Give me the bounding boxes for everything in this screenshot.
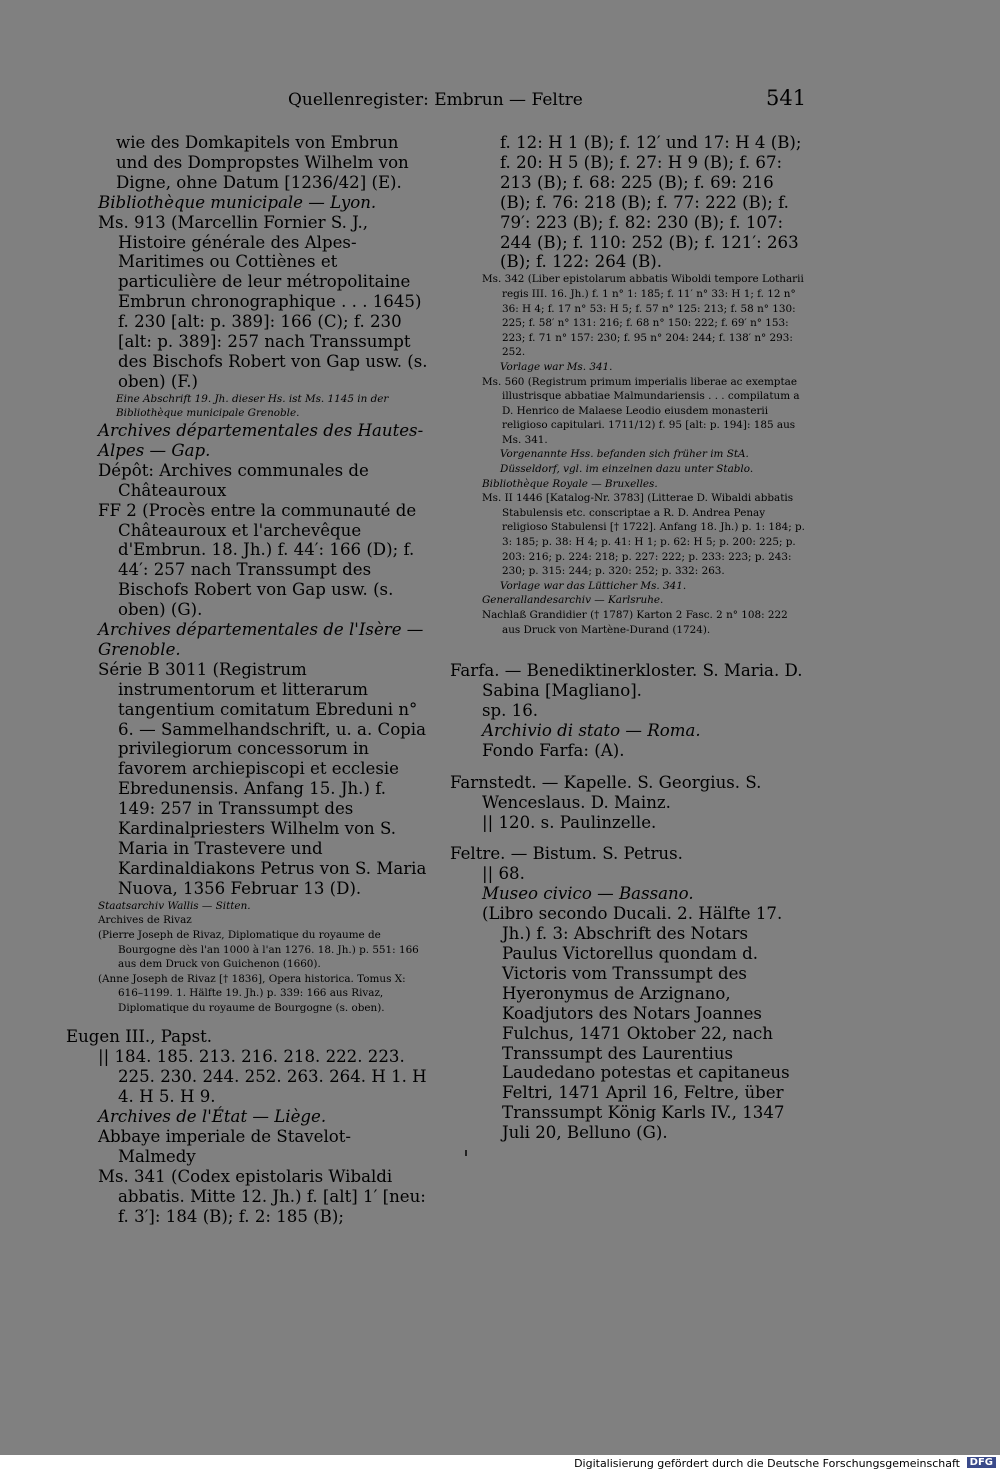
left-paragraph: Archives départementales des Hautes-Alpes — Gap. xyxy=(98,420,424,460)
right-paragraph: || 120. s. Paulinzelle. xyxy=(482,812,657,832)
right-paragraph: Generallandesarchiv — Karlsruhe. xyxy=(482,594,664,607)
right-paragraph xyxy=(450,637,808,649)
right-paragraph: sp. 16. xyxy=(482,701,539,720)
scan-speck xyxy=(465,1150,467,1156)
right-paragraph: Vorlage war Ms. 341. xyxy=(500,360,613,373)
left-paragraph: Ms. 341 (Codex epistolaris Wibaldi abbatis. Mitte 12. Jh.) f. [alt] 1′ [neu: f. 3′]: 184 (B); f. 2: 185 (B); xyxy=(98,1166,426,1226)
right-paragraph: Fondo Farfa: (A). xyxy=(482,740,625,760)
footer-bar xyxy=(0,1455,1000,1475)
running-title: Quellenregister: Embrun — Feltre xyxy=(288,90,583,110)
left-paragraph: Archives de l'État — Liège. xyxy=(98,1107,327,1127)
left-paragraph: wie des Domkapitels von Embrun und des Dompropstes Wilhelm von Digne, ohne Datum [1236/42] (E). xyxy=(116,133,409,192)
left-paragraph: FF 2 (Procès entre la communauté de Châteauroux et l'archevêque d'Embrun. 18. Jh.) f. 44′: 166 (D); f. 44′: 257 nach Transsumpt des Bischofs Robert von Gap usw. (s. oben) (G). xyxy=(98,500,417,620)
right-paragraph xyxy=(450,761,808,773)
left-paragraph: (Anne Joseph de Rivaz [† 1836], Opera historica. Tomus X: 616–1199. 1. Hälfte 19. Jh.) p. 339: 166 aus Rivaz, Diplomatique du royaume de Bourgogne (s. oben). xyxy=(98,972,406,1014)
page-header xyxy=(0,86,1000,116)
page-number: 541 xyxy=(766,86,807,110)
right-column xyxy=(450,133,808,1143)
left-paragraph xyxy=(66,1015,428,1027)
left-paragraph: (Pierre Joseph de Rivaz, Diplomatique du royaume de Bourgogne dès l'an 1000 à l'an 1276. 18. Jh.) p. 551: 166 aus dem Druck von Guichenon (1660). xyxy=(98,928,419,971)
right-paragraph: || 68. xyxy=(482,864,525,884)
left-paragraph: Bibliothèque municipale — Lyon. xyxy=(98,192,377,212)
right-paragraph: Ms. 560 (Registrum primum imperialis liberae ac exemptae illustrisque abbatiae Malmundariensis . . . compilatum a D. Henrico de Malaese Leodio eiusdem monasterii religioso capitulari. 1711/12) f. 95 [alt: p. 194]: 185 aus Ms. 341. xyxy=(482,375,800,446)
right-paragraph: Feltre. — Bistum. S. Petrus. xyxy=(450,844,683,864)
right-paragraph: Nachlaß Grandidier († 1787) Karton 2 Fasc. 2 n° 108: 222 aus Druck von Martène-Durand (1724). xyxy=(482,609,788,636)
left-paragraph: Staatsarchiv Wallis — Sitten. xyxy=(98,899,251,912)
left-paragraph: Dépôt: Archives communales de Châteauroux xyxy=(98,460,369,500)
right-paragraph: Archivio di stato — Roma. xyxy=(482,720,701,740)
right-paragraph: Farfa. — Benediktinerkloster. S. Maria. D. Sabina [Magliano]. xyxy=(450,661,803,701)
left-paragraph: Ms. 913 (Marcellin Fornier S. J., Histoire générale des Alpes-Maritimes ou Cottiènes et particulière de leur métropolitaine Embrun chronographique . . . 1645) f. 230 [alt: p. 389]: 166 (C); f. 230 [alt: p. 389]: 257 nach Transsumpt des Bischofs Robert von Gap usw. (s. oben) (F.) xyxy=(98,212,428,391)
right-paragraph xyxy=(450,649,808,661)
right-paragraph: Ms. 342 (Liber epistolarum abbatis Wiboldi tempore Lotharii regis III. 16. Jh.) f. 1 n° 1: 185; f. 11′ n° 33: H 1; f. 12 n° 36: H 4; f. 17 n° 53: H 5; f. 57 n° 125: 213; f. 58 n° 130: 225; f. 58′ n° 131: 216; f. 68 n° 150: 222; f. 69′ n° 153: 223; f. 71 n° 157: 230; f. 95 n° 204: 244; f. 138′ n° 293: 252. xyxy=(482,273,804,359)
right-paragraph: Vorlage war das Lütticher Ms. 341. xyxy=(500,579,687,592)
left-paragraph: Eugen III., Papst. xyxy=(66,1027,213,1047)
left-paragraph: Archives départementales de l'Isère — Grenoble. xyxy=(98,620,424,659)
right-paragraph xyxy=(450,832,808,844)
right-paragraph: Bibliothèque Royale — Bruxelles. xyxy=(482,477,658,490)
left-paragraph: Série B 3011 (Registrum instrumentorum et litterarum tangentium comitatum Ebreduni n° 6. — Sammelhandschrift, u. a. Copia privilegiorum concessorum in favorem archiepiscopi et ecclesie Ebredunensis. Anfang 15. Jh.) f. 149: 257 in Transsumpt des Kardinalpriesters Wilhelm von S. Maria in Trastevere und Kardinaldiakons Petrus von S. Maria Nuova, 1356 Februar 13 (D). xyxy=(98,659,427,898)
left-column xyxy=(66,133,428,1227)
left-paragraph: Eine Abschrift 19. Jh. dieser Hs. ist Ms. 1145 in der Bibliothèque municipale Grenoble. xyxy=(116,392,389,420)
left-paragraph: Abbaye imperiale de Stavelot-Malmedy xyxy=(98,1127,352,1166)
right-paragraph: Ms. II 1446 [Katalog-Nr. 3783] (Litterae D. Wibaldi abbatis Stabulensis etc. conscriptae a R. D. Andrea Penay religioso Stabulensi [† 1722]. Anfang 18. Jh.) p. 1: 184; p. 3: 185; p. 38: H 4; p. 41: H 1; p. 62: H 5; p. 200: 225; p. 203: 216; p. 224: 218; p. 227: 222; p. 233: 223; p. 243: 230; p. 315: 244; p. 320: 252; p. 332: 263. xyxy=(482,492,805,578)
left-paragraph: Archives de Rivaz xyxy=(98,914,192,927)
dfg-logo: DFG xyxy=(967,1457,996,1468)
right-paragraph: Farnstedt. — Kapelle. S. Georgius. S. Wenceslaus. D. Mainz. xyxy=(450,772,762,812)
left-paragraph: || 184. 185. 213. 216. 218. 222. 223. 225. 230. 244. 252. 263. 264. H 1. H 4. H 5. H 9. xyxy=(98,1047,427,1107)
footer-credit: Digitalisierung gefördert durch die Deutsche Forschungsgemeinschaft xyxy=(574,1457,960,1470)
right-paragraph: f. 12: H 1 (B); f. 12′ und 17: H 4 (B); f. 20: H 5 (B); f. 27: H 9 (B); f. 67: 213 (B); f. 68: 225 (B); f. 69: 216 (B); f. 76: 218 (B); f. 77: 222 (B); f. 79′: 223 (B); f. 82: 230 (B); f. 107: 244 (B); f. 110: 252 (B); f. 121′: 263 (B); f. 122: 264 (B). xyxy=(500,133,802,272)
right-paragraph: Museo civico — Bassano. xyxy=(482,884,694,904)
right-paragraph: Vorgenannte Hss. befanden sich früher im StA. Düsseldorf, vgl. im einzelnen dazu unter Stablo. xyxy=(500,448,754,476)
right-paragraph: (Libro secondo Ducali. 2. Hälfte 17. Jh.) f. 3: Abschrift des Notars Paulus Victorellus quondam d. Victoris vom Transsumpt des Hyeronymus de Arzignano, Koadjutors des Notars Joannes Fulchus, 1471 Oktober 22, nach Transsumpt des Laurentius Laudedano potestas et capitaneus Feltri, 1471 April 16, Feltre, über Transsumpt König Karls IV., 1347 Juli 20, Belluno (G). xyxy=(482,904,790,1143)
